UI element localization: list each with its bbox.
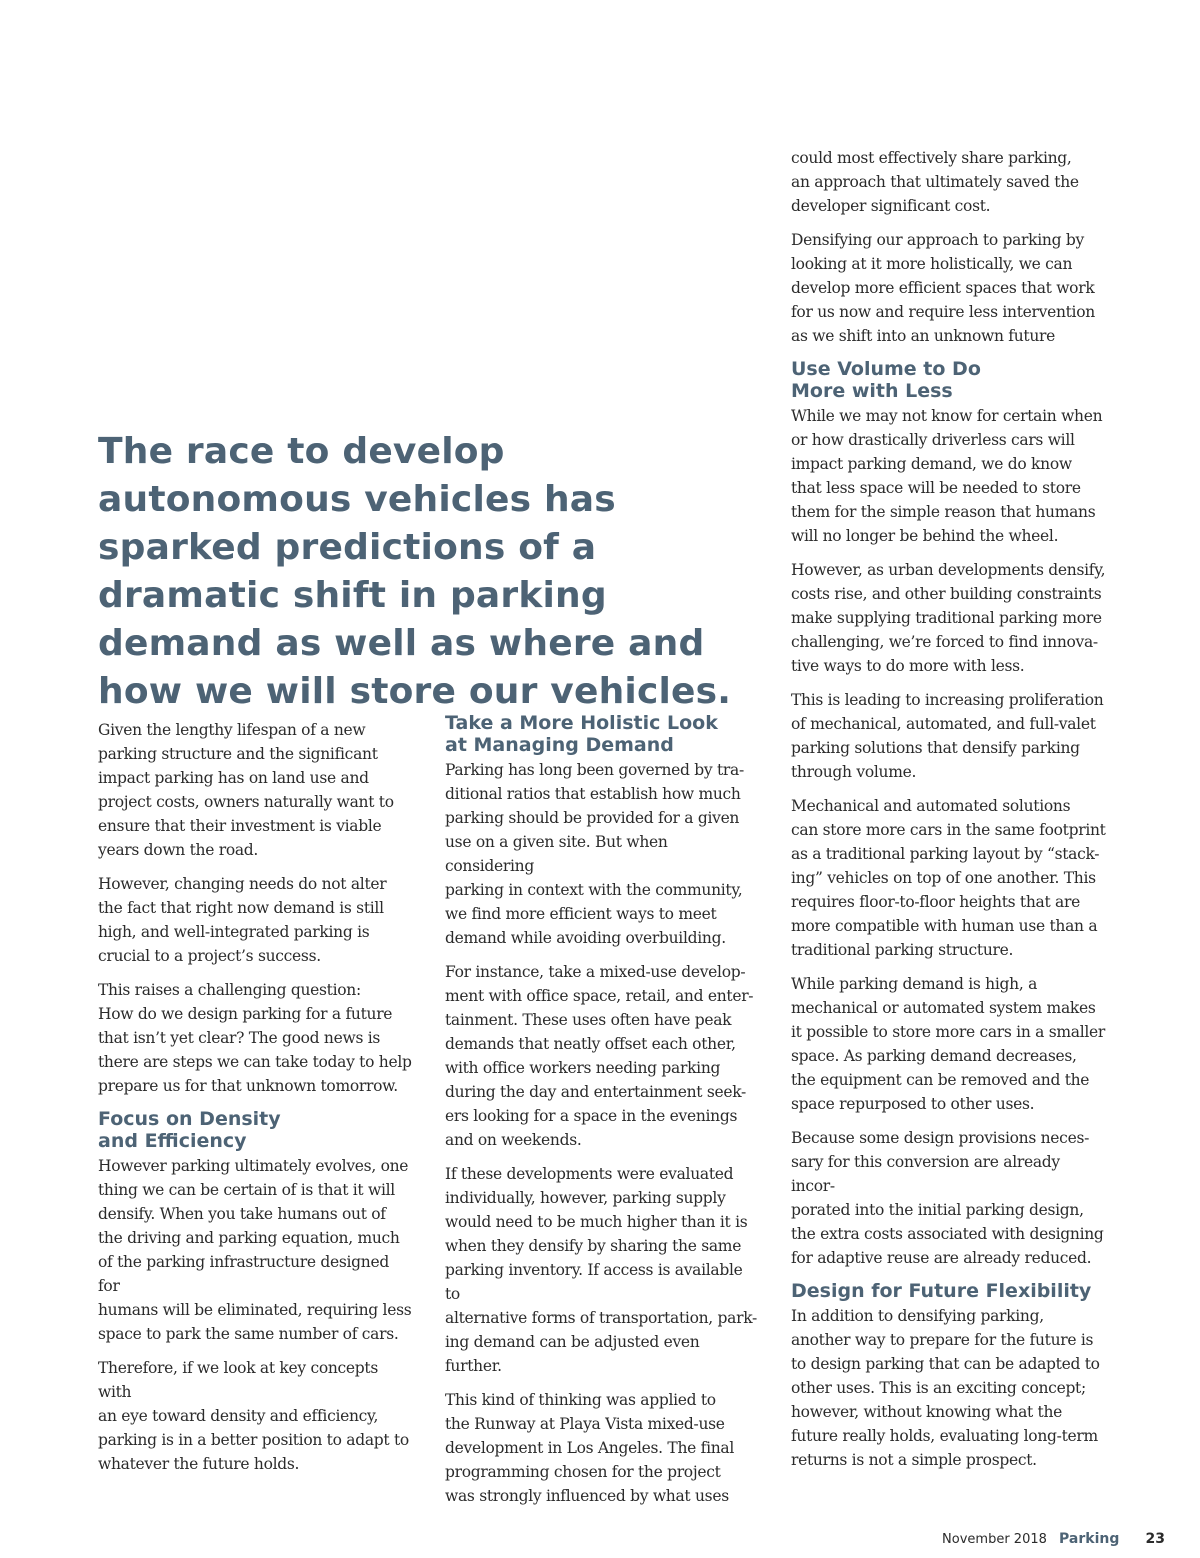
footer-date: November 2018 [942,1532,1047,1547]
paragraph: Because some design provisions neces- sary for this conversion are already incor- porated into the initial parking design, the extra costs associated with designing for adaptive reuse are already reduced. [791,1129,1104,1267]
column-3 [791,146,1106,1482]
paragraph: could most effectively share parking, an approach that ultimately saved the developer significant cost. [791,149,1079,215]
section-heading-holistic: Take a More Holistic Look at Managing Demand [445,712,718,756]
paragraph: Mechanical and automated solutions can store more cars in the same footprint as a traditional parking layout by “stack- ing” vehicles on top of one another. This requires floor-to-floor heights that are more compatible with human use than a traditional parking structure. [791,797,1106,959]
paragraph: While we may not know for certain when or how drastically driverless cars will impact parking demand, we do know that less space will be needed to store them for the simple reason that humans will no longer be behind the wheel. [791,407,1103,545]
page-number: 23 [1145,1531,1165,1547]
page-footer [942,1531,1165,1547]
paragraph: This raises a challenging question: How do we design parking for a future that isn’t yet clear? The good news is there are steps we can take today to help prepare us for that unknown tomorrow. [98,981,412,1095]
paragraph: This kind of thinking was applied to the Runway at Playa Vista mixed-use development in Los Angeles. The final programming chosen for the project was strongly influenced by what uses [445,1391,735,1505]
paragraph: Densifying our approach to parking by looking at it more holistically, we can develop more efficient spaces that work for us now and require less intervention as we shift into an unknown future [791,231,1095,345]
paragraph: Given the lengthy lifespan of a new parking structure and the significant impact parking has on land use and project costs, owners naturally want to ensure that their investment is viable years down the road. [98,721,394,859]
paragraph: In addition to densifying parking, another way to prepare for the future is to design parking that can be adapted to other uses. This is an exciting concept; however, without knowing what the future really holds, evaluating long-term returns is not a simple prospect. [791,1307,1100,1469]
paragraph: However, changing needs do not alter the fact that right now demand is still high, and well-integrated parking is crucial to a project’s success. [98,875,387,965]
section-heading-flexibility: Design for Future Flexibility [791,1280,1092,1302]
paragraph: If these developments were evaluated individually, however, parking supply would need to be much higher than it is when they densify by sharing the same parking inventory. If access is available to alternative forms of transportation, park- ing demand can be adjusted even further. [445,1165,757,1375]
column-1 [98,718,413,1486]
pull-quote: The race to develop autonomous vehicles has sparked predictions of a dramatic shift in parking demand as well as where and how we will store our vehicles. [98,431,732,712]
paragraph: Therefore, if we look at key concepts with an eye toward density and efficiency, parking is in a better position to adapt to whatever the future holds. [98,1359,409,1473]
paragraph: Parking has long been governed by tra- ditional ratios that establish how much parking should be provided for a given use on a given site. But when considering parking in context with the community, we find more efficient ways to meet demand while avoiding overbuilding. [445,761,744,947]
paragraph: For instance, take a mixed-use develop- ment with office space, retail, and enter- tainment. These uses often have peak demands that neatly offset each other, with office workers needing parking during the day and entertainment seek- ers looking for a space in the evenings and on weekends. [445,963,754,1149]
paragraph: While parking demand is high, a mechanical or automated system makes it possible to store more cars in a smaller space. As parking demand decreases, the equipment can be removed and the space repurposed to other uses. [791,975,1106,1113]
footer-publication: Parking [1059,1531,1120,1547]
section-heading-density: Focus on Density and Efficiency [98,1108,281,1152]
paragraph: This is leading to increasing proliferation of mechanical, automated, and full-valet parking solutions that densify parking through volume. [791,691,1104,781]
paragraph: However, as urban developments densify, costs rise, and other building constraints make supplying traditional parking more challenging, we’re forced to find innova- tive ways to do more with less. [791,561,1106,675]
paragraph: However parking ultimately evolves, one thing we can be certain of is that it will densify. When you take humans out of the driving and parking equation, much of the parking infrastructure designed for humans will be eliminated, requiring less space to park the same number of cars. [98,1157,412,1343]
column-2 [445,712,760,1518]
section-heading-volume: Use Volume to Do More with Less [791,358,981,402]
